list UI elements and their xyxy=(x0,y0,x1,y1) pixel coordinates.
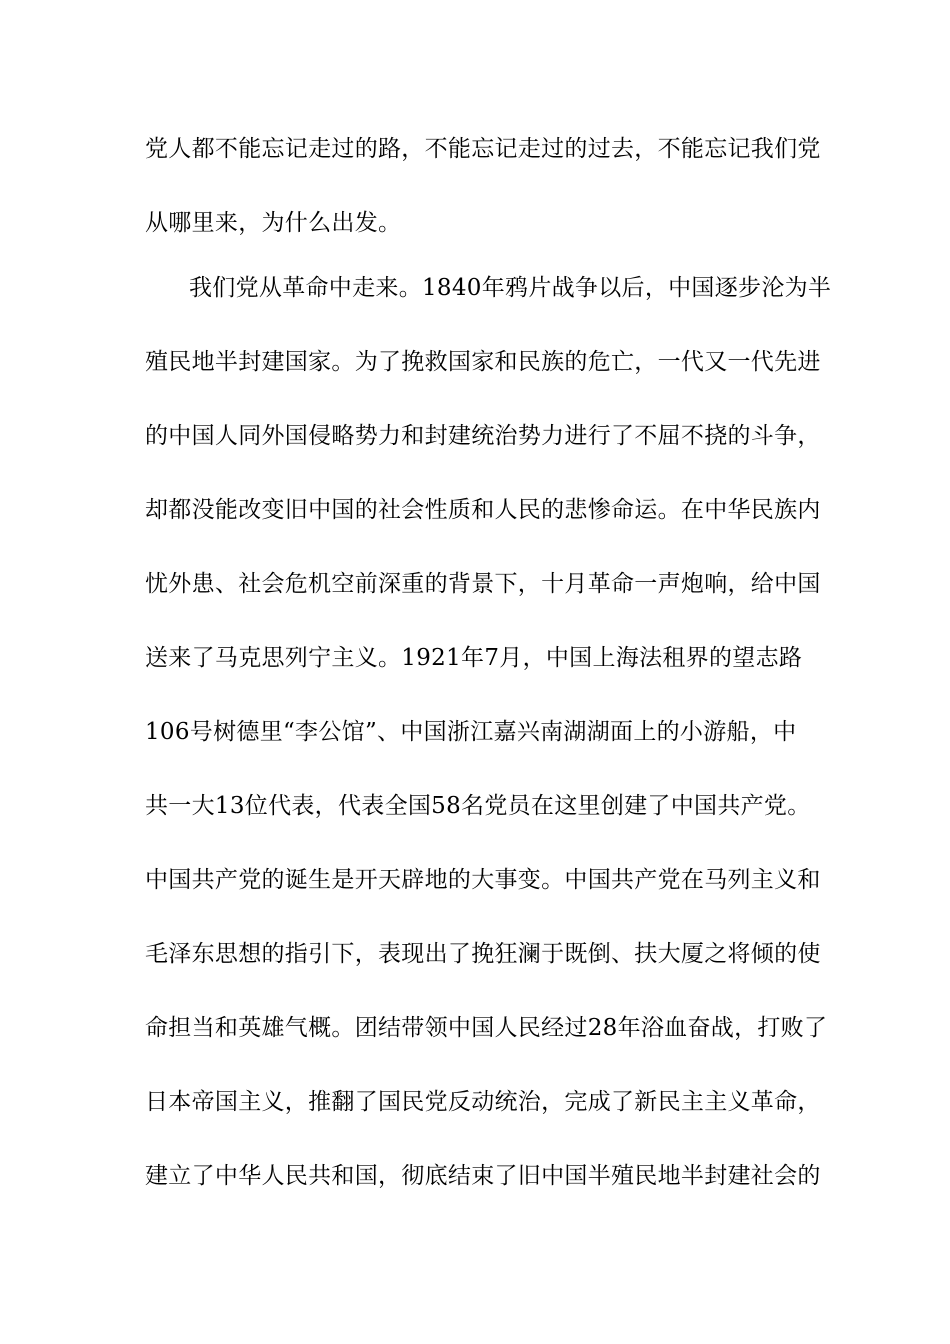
text-line: 的中国人同外国侵略势力和封建统治势力进行了不屈不挠的斗争， xyxy=(145,423,821,449)
text-line: 送来了马克思列宁主义。1921年7月，中国上海法租界的望志路 xyxy=(145,645,803,671)
text-line: 日本帝国主义，推翻了国民党反动统治，完成了新民主主义革命， xyxy=(145,1089,821,1115)
text-line: 命担当和英雄气概。团结带领中国人民经过28年浴血奋战，打败了 xyxy=(145,1015,828,1041)
text-line: 中国共产党的诞生是开天辟地的大事变。中国共产党在马列主义和 xyxy=(145,867,821,893)
text-line: 忧外患、社会危机空前深重的背景下，十月革命一声炮响，给中国 xyxy=(145,571,821,597)
text-line: 共一大13位代表，代表全国58名党员在这里创建了中国共产党。 xyxy=(145,793,811,819)
paragraph-first-line: 我们党从革命中走来。1840年鸦片战争以后，中国逐步沦为半 xyxy=(189,275,832,301)
text-line: 却都没能改变旧中国的社会性质和人民的悲惨命运。在中华民族内 xyxy=(145,497,821,523)
text-line: 党人都不能忘记走过的路，不能忘记走过的过去，不能忘记我们党 xyxy=(145,136,821,162)
text-line: 从哪里来，为什么出发。 xyxy=(145,210,402,236)
text-line: 建立了中华人民共和国，彻底结束了旧中国半殖民地半封建社会的 xyxy=(145,1163,821,1189)
text-line: 毛泽东思想的指引下，表现出了挽狂澜于既倒、扶大厦之将倾的使 xyxy=(145,941,821,967)
text-line: 殖民地半封建国家。为了挽救国家和民族的危亡，一代又一代先进 xyxy=(145,349,821,375)
text-line: 106号树德里“李公馆”、中国浙江嘉兴南湖湖面上的小游船，中 xyxy=(145,719,797,745)
